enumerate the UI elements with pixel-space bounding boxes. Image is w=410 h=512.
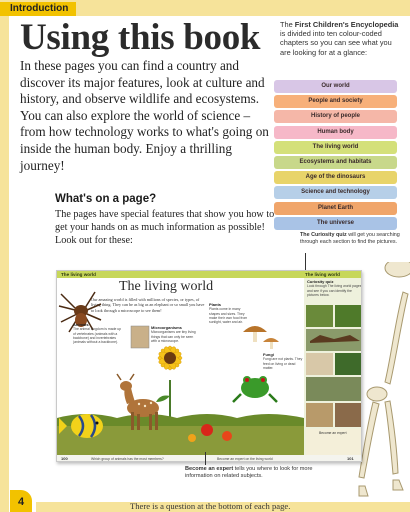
- chapter-note-suffix: is divided into ten colour-coded chapters so you can see what you are looking for at a glance:: [280, 29, 392, 57]
- chapter-list: [274, 80, 397, 232]
- example-page-spread: [56, 270, 362, 462]
- curiosity-quiz-label: The Curiosity quiz: [300, 232, 347, 238]
- animals-text: The animal kingdom is made up of vertebrates (animals with a backbone) and invertebrates (animals without a backbone).: [73, 327, 122, 345]
- chapter-human-body: Human body: [274, 126, 397, 139]
- fungi-block: [263, 353, 303, 370]
- plants-text: Plants come in many shapes and sizes. They make their own food from sunlight, water and air.: [209, 307, 248, 325]
- expert-leader-line: [205, 452, 206, 465]
- curiosity-quiz-annotation: [300, 232, 400, 246]
- plants-block: [209, 303, 249, 324]
- frog: [233, 376, 277, 402]
- chapter-note-book-name: First Children's Encyclopedia: [294, 20, 399, 29]
- microorganisms-title: Microorganisms: [151, 325, 182, 330]
- microorganisms-text: Microorganisms are tiny living things that can only be seen with a microscope.: [151, 330, 196, 343]
- page-number: 4: [10, 490, 32, 512]
- chapter-science-and-technology: Science and technology: [274, 186, 397, 199]
- microorganisms-block: [151, 326, 197, 343]
- expert-label: Become an expert: [185, 466, 234, 472]
- chapter-ecosystems-and-habitats: Ecosystems and habitats: [274, 156, 397, 169]
- quiz-box: [307, 280, 362, 297]
- spread-strip-right: The living world: [305, 272, 340, 277]
- bottom-note: There is a question at the bottom of each page.: [130, 501, 291, 511]
- spread-footer-expert: Become an expert on the living world: [217, 457, 273, 461]
- quiz-text: Look through The living world pages and see if you can identify the pictures below.: [307, 284, 362, 297]
- left-margin-strip: [0, 16, 9, 512]
- expert-annotation: [185, 466, 315, 480]
- spread-expert-box: Become an expert: [319, 431, 347, 435]
- page-title: Using this book: [20, 17, 261, 58]
- sunflower: [156, 345, 183, 422]
- fungi-title: Fungi: [263, 352, 274, 357]
- spread-title: The living world: [119, 279, 214, 294]
- quiz-photo-grid: [306, 305, 362, 461]
- spread-header-strip: [57, 271, 362, 278]
- spread-page-right: 101: [347, 456, 354, 461]
- chapter-our-world: Our world: [274, 80, 397, 93]
- spread-intro: Our amazing world is filled with millions of species, or types, of living thing. They can be as big as an elephant or so small you have to look through a microscope to see them!: [91, 297, 205, 313]
- spread-footer-question: Which group of animals has the most members?: [91, 457, 164, 461]
- chapter-note: [280, 20, 404, 57]
- intro-paragraph: In these pages you can find a country and discover its major features, look at culture and history, and observe wildlife and ecosystems. You can also explore the world of science – from how technology works to what's going on inside the human body. Enjoy a thrilling journey!: [20, 58, 269, 173]
- chapter-note-prefix: The: [280, 20, 295, 29]
- whats-on-page-text: The pages have special features that show you how to get your hands on as much information as possible! Look out for these:: [55, 209, 275, 247]
- spread-page-left: 100: [61, 456, 68, 461]
- chapter-age-of-the-dinosaurs: Age of the dinosaurs: [274, 171, 397, 184]
- section-tab: Introduction: [0, 2, 76, 16]
- skeleton-illustration: [355, 262, 410, 502]
- spread-strip-left: The living world: [61, 272, 96, 277]
- animals-title: Animals: [73, 322, 89, 327]
- chapter-planet-earth: Planet Earth: [274, 202, 397, 215]
- chapter-the-universe: The universe: [274, 217, 397, 230]
- curiosity-quiz-text: will get you searching through each section to find the pictures.: [300, 232, 400, 245]
- expert-text: tells you where to look for more information on related subjects.: [185, 466, 313, 479]
- chapter-the-living-world: The living world: [274, 141, 397, 154]
- fungi-text: Fungi are not plants. They feed on living or dead matter.: [263, 357, 303, 370]
- quiz-title: Curiosity quiz: [307, 279, 334, 284]
- chapter-history-of-people: History of people: [274, 110, 397, 123]
- plants-title: Plants: [209, 302, 222, 307]
- animals-block: [73, 323, 123, 344]
- whats-on-page-title: What's on a page?: [55, 193, 157, 205]
- chapter-people-and-society: People and society: [274, 95, 397, 108]
